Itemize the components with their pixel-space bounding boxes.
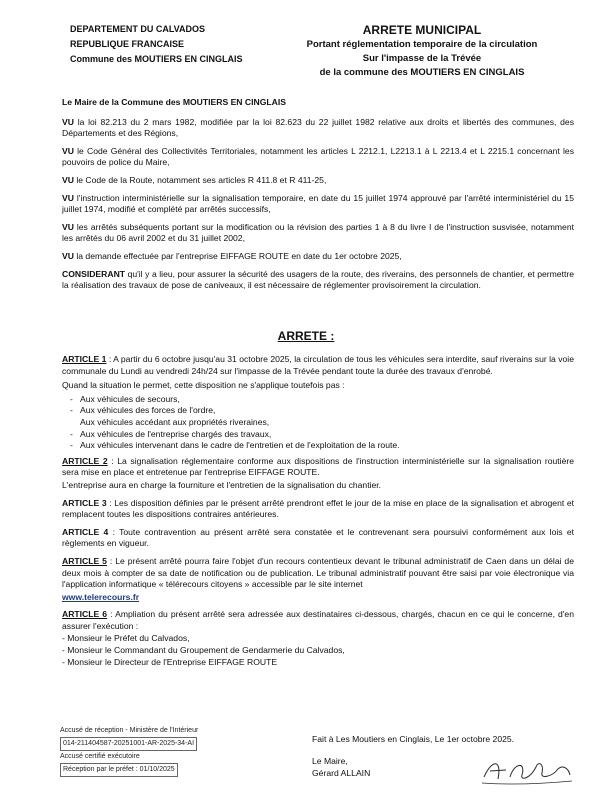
- recipients-list: [62, 633, 574, 668]
- subtitle-line-1: Portant réglementation temporaire de la circulation: [306, 39, 538, 50]
- article-2-continued: L'entreprise aura en charge la fourniture et l'entretien de la signalisation du chantier.: [62, 479, 382, 490]
- article-2: ARTICLE 2 : La signalisation réglementaire conforme aux dispositions de l'instruction interministérielle sur la signalisation routière sera mise en place et entretenue par l'entreprise EIFFAGE ROUTE.: [62, 455, 575, 478]
- handwritten-signature: [480, 755, 575, 789]
- preamble: [62, 97, 574, 298]
- considering-clause: CONSIDERANT qu'il y a lieu, pour assurer la sécurité des usagers de la route, des riverains, des personnels de chantier, et permettre la réalisation des travaux de pose de caniveaux, il est nécessaire de réglementer provisoirement la circulation.: [62, 268, 574, 291]
- mayor-intro: Le Maire de la Commune des MOUTIERS EN CINGLAIS: [62, 97, 286, 107]
- consideration: VU le Code Général des Collectivités Territoriales, notamment les articles L 2212.1, L2213.1 à L 2213.4 et L 2215.1 concernant les pouvoirs de police du Maire,: [62, 145, 574, 168]
- list-item: - Monsieur le Commandant du Groupement de Gendarmerie du Calvados,: [62, 645, 345, 656]
- header-left: [70, 22, 243, 67]
- place-date: Fait à Les Moutiers en Cinglais, Le 1er octobre 2025.: [312, 734, 515, 744]
- department-line: DEPARTEMENT DU CALVADOS: [70, 24, 205, 34]
- republic-line: REPUBLIQUE FRANCAISE: [70, 39, 185, 49]
- list-item: - Monsieur le Directeur de l'Entreprise EIFFAGE ROUTE: [62, 656, 278, 667]
- article-5: ARTICLE 5 : Le présent arrêté pourra faire l'objet d'un recours contentieux devant le tribunal administratif de Caen dans un délai de deux mois à compter de sa date de notification ou de publication. Le tribunal administratif pouvant être saisi par voie électronique via l'application informatique « télérecours citoyens » accessible par le site internet: [62, 555, 574, 590]
- telerecours-link-line: [62, 592, 574, 604]
- article-6: ARTICLE 6 : Ampliation du présent arrêté sera adressée aux destinataires ci-dessous, chargés, chacun en ce qui le concerne, d'en assurer l'exécution :: [62, 609, 574, 631]
- subtitle-line-3: de la commune des MOUTIERS EN CINGLAIS: [319, 67, 525, 78]
- article-1-exception-intro: Quand la situation le permet, cette disposition ne s'applique toutefois pas :: [62, 380, 345, 391]
- document-title: ARRETE MUNICIPAL: [362, 23, 482, 37]
- list-item: - Aux véhicules de secours,: [70, 393, 180, 404]
- exceptions-list: [62, 394, 574, 452]
- signer-name: Gérard ALLAIN: [312, 768, 371, 778]
- article-1: ARTICLE 1 : A partir du 6 octobre jusqu'au 31 octobre 2025, la circulation de tous les véhicules sera interdite, sauf riverains sur la voie communale du Lundi au vendredi 24h/24 sur l'impasse de la Trévée pendant toute la durée des travaux d'enrobé.: [62, 354, 575, 376]
- consideration: VU les arrêtés subséquents portant sur la modification ou la révision des parties 1 à 8 du livre I de l'instruction susvisée, notamment les arrêtés du 06 avril 2002 et du 31 juillet 2002,: [62, 221, 574, 244]
- stamp-reception: Réception par le préfet : 01/10/2025: [60, 763, 178, 777]
- list-item: - Aux véhicules des forces de l'ordre,: [70, 405, 216, 416]
- consideration: VU le Code de la Route, notamment ses articles R 411.8 et R 411-25,: [62, 174, 327, 185]
- stamp-reference: 014-211404587-20251001-AR-2025-34-AI: [60, 737, 197, 751]
- list-item: Aux véhicules accédant aux propriétés riveraines,: [80, 416, 270, 427]
- list-item: - Monsieur le Préfet du Calvados,: [62, 633, 190, 644]
- subtitle-line-2: Sur l'impasse de la Trévée: [362, 53, 482, 64]
- header-right: [272, 22, 572, 80]
- consideration: VU l'instruction interministérielle sur la signalisation temporaire, en date du 15 juillet 1974 approuvé par l'arrêté interministériel du 15 juillet 1974, modifié et complété par arrêtés successifs,: [62, 192, 574, 215]
- stamp-line: Accusé de réception - Ministère de l'Intérieur: [60, 727, 199, 734]
- list-item: - Aux véhicules intervenant dans le cadre de l'entretien et de l'exploitation de la route.: [70, 440, 400, 451]
- stamp-line: Accusé certifié exécutoire: [60, 753, 140, 760]
- consideration: VU la demande effectuée par l'entreprise EIFFAGE ROUTE en date du 1er octobre 2025,: [62, 250, 402, 261]
- prefecture-stamp: [60, 725, 198, 777]
- signer-role: Le Maire,: [312, 756, 348, 766]
- article-4: ARTICLE 4 : Toute contravention au présent arrêté sera constatée et le contrevenant sera poursuivi conformément aux lois et règlements en vigueur.: [62, 526, 575, 549]
- telerecours-link[interactable]: www.telerecours.fr: [62, 591, 140, 602]
- arrete-heading: ARRETE :: [277, 329, 335, 343]
- commune-line: Commune des MOUTIERS EN CINGLAIS: [70, 54, 243, 64]
- list-item: - Aux véhicules de l'entreprise chargés des travaux,: [70, 428, 272, 439]
- consideration: VU la loi 82.213 du 2 mars 1982, modifiée par la loi 82.623 du 22 juillet 1982 relative aux droits et libertés des communes, des Départements et des Régions,: [62, 116, 574, 139]
- articles: [62, 354, 574, 672]
- article-3: ARTICLE 3 : Les disposition définies par le présent arrêté prendront effet le jour de la mise en place de la signalisation et abrogent et remplacent toutes les dispositions contraires antérieures.: [62, 497, 575, 520]
